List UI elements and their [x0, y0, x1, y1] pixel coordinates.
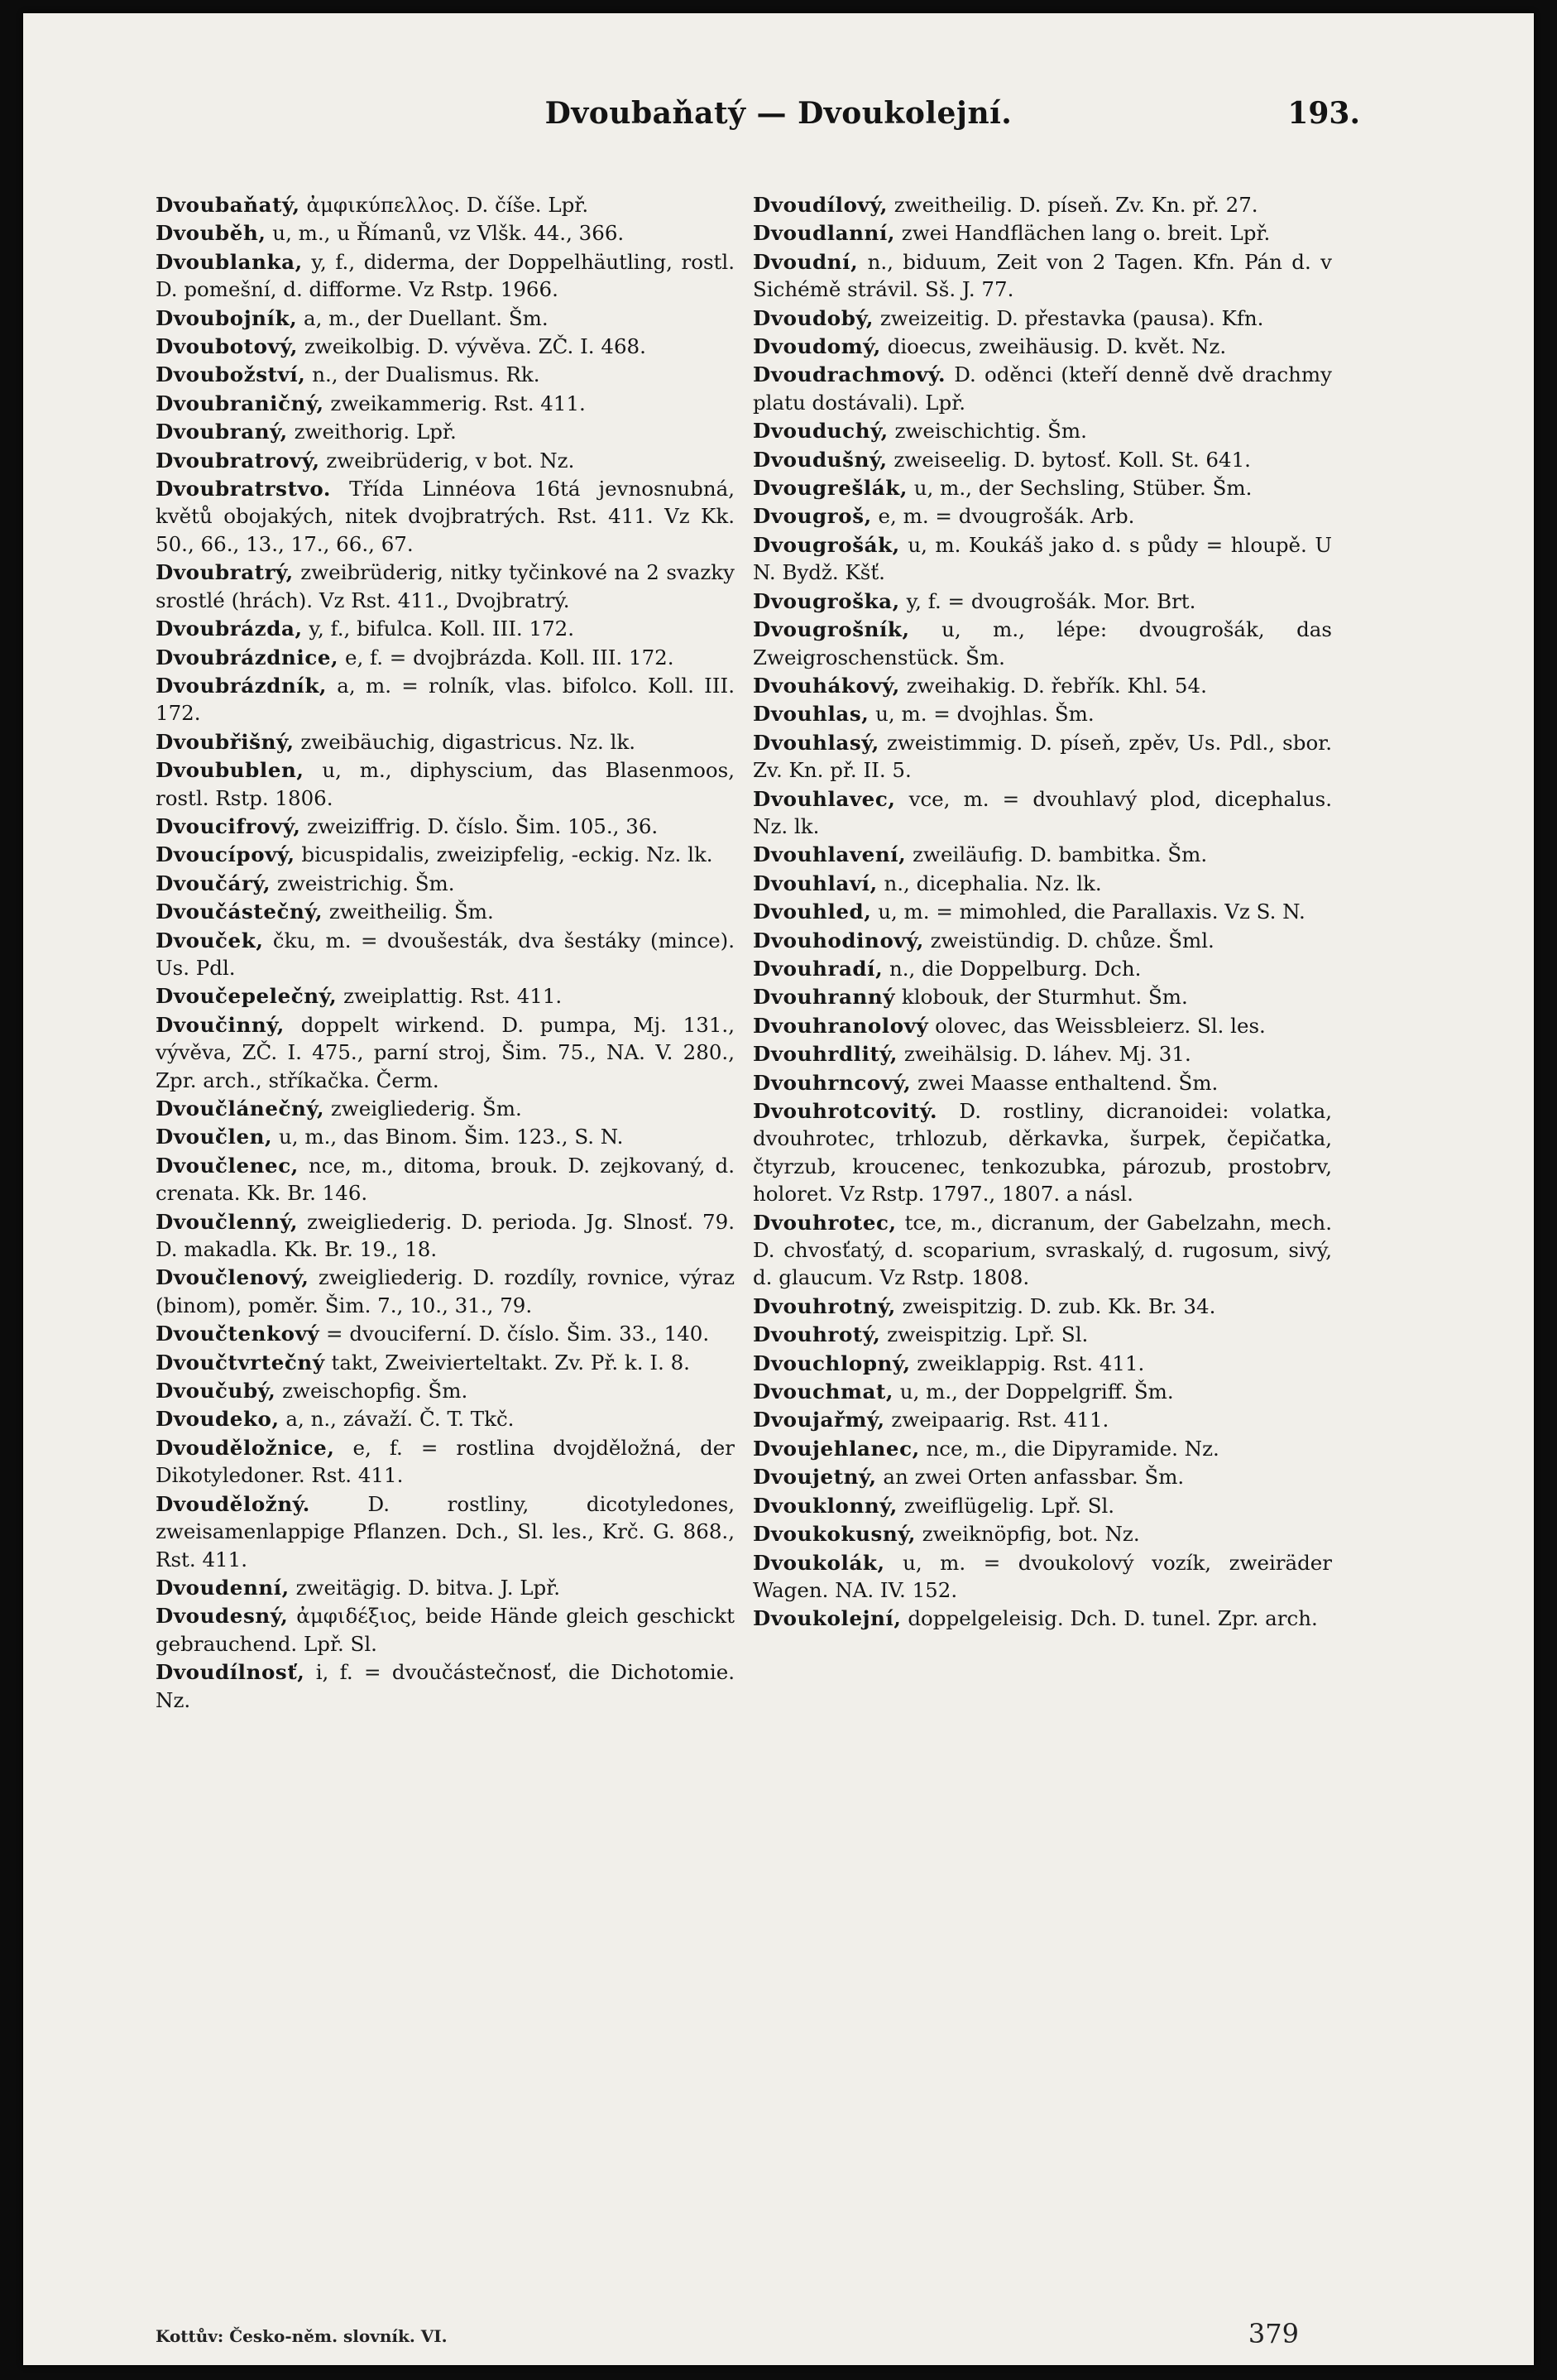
entry-headword: Dvouchlopný,	[753, 1351, 911, 1375]
entry-definition: zweihälsig. D. láhev. Mj. 31.	[898, 1042, 1191, 1067]
entry-headword: Dvoujehlanec,	[753, 1436, 920, 1461]
dictionary-entry	[156, 841, 735, 868]
entry-definition: zweitägig. D. bitva. J. Lpř.	[289, 1575, 561, 1600]
entry-definition: takt, Zweivierteltakt. Zv. Př. k. I. 8.	[324, 1350, 690, 1375]
dictionary-entry	[156, 898, 735, 925]
dictionary-entry	[753, 191, 1332, 218]
entry-headword: Dvouhrotec,	[753, 1210, 897, 1235]
entry-headword: Dvoučárý,	[156, 871, 271, 895]
entry-headword: Dvougroš,	[753, 504, 872, 529]
dictionary-entry	[753, 417, 1332, 444]
dictionary-entry	[156, 1349, 735, 1376]
entry-headword: Dvoudílnosť,	[156, 1660, 305, 1685]
entry-definition: zwei Maasse enthaltend. Šm.	[911, 1070, 1219, 1095]
entry-headword: Dvouhrotný,	[753, 1293, 896, 1318]
dictionary-entry	[156, 1095, 735, 1122]
dictionary-entry	[753, 700, 1332, 727]
entry-definition: zweischichtig. Šm.	[888, 419, 1087, 444]
dictionary-entry	[156, 559, 735, 614]
entry-definition: zweistimmig. D. píseň, zpěv, Us. Pdl., sbor. Zv. Kn. př. II. 5.	[753, 730, 1332, 783]
entry-definition: nce, m., die Dipyramide. Nz.	[919, 1436, 1219, 1461]
entry-headword: Dvoučlen,	[156, 1125, 273, 1149]
entry-headword: Dvougroška,	[753, 588, 900, 613]
dictionary-entry	[753, 531, 1332, 587]
entry-headword: Dvouhlavec,	[753, 786, 896, 811]
entry-definition: zweiflügelig. Lpř. Sl.	[897, 1493, 1115, 1518]
entry-headword: Dvougrošák,	[753, 532, 900, 557]
entry-definition: e, m. = dvougrošák. Arb.	[871, 504, 1135, 529]
entry-definition: n., dicephalia. Nz. lk.	[877, 871, 1102, 895]
dictionary-entry	[156, 756, 735, 812]
entry-definition: zweispitzig. Lpř. Sl.	[880, 1322, 1089, 1347]
dictionary-entry	[156, 813, 735, 840]
entry-headword: Dvoubožství,	[156, 362, 306, 387]
signature-number: 379	[1248, 2318, 1299, 2349]
dictionary-entry	[753, 870, 1332, 897]
dictionary-entry	[156, 927, 735, 982]
dictionary-entry	[156, 982, 735, 1010]
entry-definition: olovec, das Weissbleierz. Sl. les.	[928, 1013, 1266, 1038]
entry-headword: Dvoučubý,	[156, 1379, 276, 1404]
entry-definition: zweigliederig. Šm.	[324, 1096, 522, 1120]
dictionary-entry	[753, 1463, 1332, 1490]
entry-definition: zweistrichig. Šm.	[271, 871, 455, 895]
entry-definition: dioecus, zweihäusig. D. květ. Nz.	[880, 334, 1227, 359]
entry-definition: zweiziffrig. D. číslo. Šim. 105., 36.	[300, 813, 659, 838]
entry-headword: Dvougrešlák,	[753, 476, 908, 501]
entry-headword: Dvouhradí,	[753, 956, 884, 981]
signature-mark: Kottův: Česko-něm. slovník. VI.	[156, 2326, 448, 2346]
entry-definition: zweiläufig. D. bambitka. Šm.	[906, 842, 1208, 867]
entry-definition: zweitheilig. Šm.	[323, 900, 494, 924]
dictionary-entry	[753, 1520, 1332, 1547]
entry-definition: zweibrüderig, nitky tyčinkové na 2 svazky srostlé (hrách). Vz Rst. 411., Dvojbratrý.	[156, 560, 735, 612]
dictionary-entry	[753, 248, 1332, 304]
entry-definition: D. rostliny, dicotyledones, zweisamenlappige Pflanzen. Dch., Sl. les., Krč. G. 868., Rst. 411.	[156, 1491, 735, 1571]
dictionary-entry	[156, 191, 735, 218]
dictionary-entry	[753, 219, 1332, 247]
dictionary-entry	[753, 841, 1332, 868]
entry-headword: Dvouhranný	[753, 985, 896, 1010]
entry-headword: Dvoubrázda,	[156, 617, 303, 641]
entry-definition: zweischopfig. Šm.	[275, 1379, 468, 1404]
dictionary-entry	[156, 1490, 735, 1573]
dictionary-entry	[753, 305, 1332, 332]
entry-definition: D. oděnci (kteří denně dvě drachmy platu dostávali). Lpř.	[753, 362, 1332, 415]
entry-headword: Dvouhlaví,	[753, 871, 878, 895]
dictionary-entry	[156, 1011, 735, 1094]
dictionary-entry	[156, 418, 735, 445]
dictionary-entry	[156, 475, 735, 558]
entry-definition: u, m. = dvoukolový vozík, zweiräder Wagen. NA. IV. 152.	[753, 1550, 1332, 1602]
entry-definition: u, m., lépe: dvougrošák, das Zweigroschenstück. Šm.	[753, 617, 1332, 669]
dictionary-entry	[156, 1123, 735, 1150]
entry-definition: ἀμφικύπελλος. D. číše. Lpř.	[299, 193, 589, 217]
entry-definition: bicuspidalis, zweizipfelig, -eckig. Nz. lk.	[295, 842, 713, 867]
entry-definition: zweigliederig. D. perioda. Jg. Slnosť. 79. D. makadla. Kk. Br. 19., 18.	[156, 1209, 735, 1262]
entry-definition: zweibrüderig, v bot. Nz.	[319, 448, 575, 473]
entry-definition: a, m., der Duellant. Šm.	[297, 305, 549, 330]
entry-headword: Dvoujařmý,	[753, 1408, 885, 1432]
dictionary-entry	[753, 1378, 1332, 1405]
entry-headword: Dvouhlavení,	[753, 842, 907, 867]
entry-headword: Dvoučlenný,	[156, 1209, 299, 1234]
entry-definition: doppelgeleisig. Dch. D. tunel. Zpr. arch.	[901, 1606, 1318, 1631]
entry-definition: zweistündig. D. chůze. Šml.	[923, 928, 1214, 952]
entry-definition: u, m. Koukáš jako d. s půdy = hloupě. U N. Bydž. Kšť.	[753, 532, 1332, 585]
dictionary-entry	[753, 588, 1332, 615]
entry-headword: Dvoucifrový,	[156, 813, 301, 838]
dictionary-entry	[156, 219, 735, 247]
entry-headword: Dvoubraničný,	[156, 391, 324, 415]
dictionary-entry	[753, 474, 1332, 501]
dictionary-entry	[753, 1321, 1332, 1348]
entry-headword: Dvouhlasý,	[753, 730, 879, 755]
entry-headword: Dvouděložný.	[156, 1491, 310, 1516]
dictionary-entry	[753, 1097, 1332, 1208]
dictionary-entry	[156, 361, 735, 388]
entry-definition: tce, m., dicranum, der Gabelzahn, mech. D. chvosťatý, d. scoparium, svraskalý, d. rugosum, sivý, d. glaucum. Vz Rstp. 1808.	[753, 1210, 1332, 1290]
dictionary-entry	[753, 983, 1332, 1010]
entry-definition: zwei Handflächen lang o. breit. Lpř.	[895, 221, 1271, 246]
entry-definition: a, m. = rolník, vlas. bifolco. Koll. III. 172.	[156, 673, 735, 726]
dictionary-entry	[753, 1040, 1332, 1068]
dictionary-entry	[753, 785, 1332, 841]
entry-headword: Dvouchmat,	[753, 1380, 894, 1404]
entry-headword: Dvoukolejní,	[753, 1606, 902, 1631]
entry-definition: y, f., diderma, der Doppelhäutling, rostl. D. pomešní, d. difforme. Vz Rstp. 1966.	[156, 249, 735, 302]
entry-headword: Dvoučlánečný,	[156, 1096, 325, 1120]
entry-headword: Dvoubrázdnice,	[156, 645, 339, 669]
entry-headword: Dvoubotový,	[156, 334, 299, 359]
dictionary-entry	[753, 1350, 1332, 1377]
dictionary-entry	[753, 955, 1332, 982]
dictionary-entry	[156, 1320, 735, 1347]
entry-headword: Dvoubratrový,	[156, 448, 320, 473]
entry-headword: Dvoudrachmový.	[753, 362, 946, 387]
entry-definition: zweigliederig. D. rozdíly, rovnice, výraz (binom), poměr. Šim. 7., 10., 31., 79.	[156, 1265, 735, 1317]
dictionary-columns	[156, 191, 1332, 2285]
entry-headword: Dvouhákový,	[753, 673, 900, 698]
entry-definition: zweikolbig. D. vývěva. ZČ. I. 468.	[298, 334, 646, 359]
dictionary-entry	[156, 305, 735, 332]
entry-headword: Dvoublanka,	[156, 249, 303, 274]
entry-definition: doppelt wirkend. D. pumpa, Mj. 131., vývěva, ZČ. I. 475., parní stroj, Šim. 75., NA. V. 280., Zpr. arch., stříkačka. Čerm.	[156, 1012, 735, 1092]
entry-headword: Dvouhrncový,	[753, 1070, 912, 1095]
entry-headword: Dvoubratrý,	[156, 560, 294, 585]
entry-headword: Dvoudenní,	[156, 1575, 290, 1600]
dictionary-entry	[753, 1293, 1332, 1320]
dictionary-entry	[156, 870, 735, 897]
entry-definition: e, f. = dvojbrázda. Koll. III. 172.	[338, 645, 674, 669]
entry-headword: Dvoudeko,	[156, 1407, 280, 1432]
entry-definition: zweispitzig. D. zub. Kk. Br. 34.	[895, 1293, 1216, 1318]
dictionary-entry	[753, 927, 1332, 954]
dictionary-entry	[753, 672, 1332, 699]
dictionary-entry	[753, 1012, 1332, 1039]
page-header	[23, 96, 1534, 146]
entry-headword: Dvoubraný,	[156, 420, 288, 444]
entry-headword: Dvoučástečný,	[156, 900, 323, 924]
dictionary-entry	[156, 1377, 735, 1404]
entry-definition: u, m., der Doppelgriff. Šm.	[893, 1380, 1174, 1404]
entry-definition: zweizeitig. D. přestavka (pausa). Kfn.	[874, 305, 1264, 330]
entry-definition: čku, m. = dvoušesták, dva šestáky (mince). Us. Pdl.	[156, 928, 735, 980]
entry-definition: nce, m., ditoma, brouk. D. zejkovaný, d. crenata. Kk. Br. 146.	[156, 1153, 735, 1206]
dictionary-entry	[156, 1434, 735, 1490]
entry-headword: Dvouduchý,	[753, 419, 889, 444]
entry-headword: Dvouhlas,	[753, 702, 870, 727]
entry-headword: Dvoučlenec,	[156, 1153, 299, 1178]
page-number: 193.	[1287, 96, 1360, 131]
entry-headword: Dvoukolák,	[753, 1550, 885, 1575]
entry-headword: Dvoudobý,	[753, 305, 874, 330]
dictionary-entry	[156, 644, 735, 671]
entry-headword: Dvoučepelečný,	[156, 984, 338, 1009]
entry-definition: zweihakig. D. řebřík. Khl. 54.	[899, 673, 1207, 698]
dictionary-entry	[753, 502, 1332, 530]
dictionary-entry	[156, 333, 735, 360]
entry-definition: zweithorig. Lpř.	[287, 420, 457, 444]
entry-headword: Dvoujetný,	[753, 1465, 877, 1490]
dictionary-entry	[156, 1602, 735, 1658]
entry-headword: Dvouček,	[156, 928, 264, 952]
entry-definition: u, m., das Binom. Šim. 123., S. N.	[272, 1125, 624, 1149]
dictionary-entry	[753, 446, 1332, 473]
dictionary-entry	[753, 361, 1332, 416]
entry-headword: Dvoukokusný,	[753, 1522, 916, 1547]
dictionary-page	[23, 13, 1534, 2365]
entry-headword: Dvoucípový,	[156, 842, 295, 867]
entry-headword: Dvoubojník,	[156, 305, 298, 330]
entry-definition: u, m., der Sechsling, Stüber. Šm.	[907, 476, 1253, 501]
entry-definition: a, n., závaží. Č. T. Tkč.	[279, 1407, 515, 1432]
entry-headword: Dvouhrdlitý,	[753, 1042, 898, 1067]
dictionary-entry	[156, 672, 735, 727]
entry-headword: Dvoudušný,	[753, 447, 888, 472]
entry-headword: Dvoudní,	[753, 249, 859, 274]
page-footer	[156, 2318, 1332, 2363]
entry-headword: Dvoudílový,	[753, 193, 888, 217]
entry-definition: zweiklappig. Rst. 411.	[910, 1351, 1145, 1375]
entry-definition: ἀμφιδέξιος, beide Hände gleich geschickt gebrauchend. Lpř. Sl.	[156, 1604, 735, 1656]
dictionary-entry	[753, 729, 1332, 785]
dictionary-entry	[753, 1209, 1332, 1292]
entry-definition: klobouk, der Sturmhut. Šm.	[895, 985, 1188, 1010]
entry-headword: Dvouhrotcovitý.	[753, 1099, 938, 1123]
entry-headword: Dvouhodinový,	[753, 928, 924, 952]
entry-definition: u, m., u Římanů, vz Vlšk. 44., 366.	[266, 221, 625, 246]
entry-headword: Dvoubřišný,	[156, 729, 295, 754]
right-column	[753, 191, 1332, 2285]
entry-definition: u, m. = dvojhlas. Šm.	[869, 702, 1095, 727]
entry-headword: Dvouběh,	[156, 221, 266, 246]
dictionary-entry	[753, 616, 1332, 671]
dictionary-entry	[156, 1208, 735, 1264]
entry-headword: Dvoučinný,	[156, 1012, 285, 1037]
entry-definition: zweiseelig. D. bytosť. Koll. St. 641.	[887, 447, 1251, 472]
entry-definition: i, f. = dvoučástečnosť, die Dichotomie. Nz.	[156, 1660, 735, 1712]
dictionary-entry	[156, 390, 735, 417]
entry-headword: Dvoubublen,	[156, 758, 304, 783]
running-head: Dvoubaňatý — Dvoukolejní.	[544, 96, 1013, 131]
entry-headword: Dvoučtenkový	[156, 1322, 320, 1346]
entry-definition: n., der Dualismus. Rk.	[305, 362, 540, 387]
entry-headword: Dvoudomý,	[753, 334, 881, 359]
entry-definition: zweiknöpfig, bot. Nz.	[915, 1522, 1140, 1547]
dictionary-entry	[753, 1605, 1332, 1632]
entry-headword: Dvoubaňatý,	[156, 193, 300, 217]
dictionary-entry	[753, 1549, 1332, 1605]
entry-definition: n., biduum, Zeit von 2 Tagen. Kfn. Pán d. v Sichémě strávil. Sš. J. 77.	[753, 249, 1332, 302]
entry-definition: an zwei Orten anfassbar. Šm.	[876, 1465, 1185, 1490]
entry-definition: u, m., diphyscium, das Blasenmoos, rostl. Rstp. 1806.	[156, 758, 735, 810]
entry-definition: zweibäuchig, digastricus. Nz. lk.	[294, 729, 636, 754]
entry-definition: zweikammerig. Rst. 411.	[323, 391, 586, 415]
entry-headword: Dvoudesný,	[156, 1604, 289, 1629]
dictionary-entry	[156, 615, 735, 642]
entry-definition: zweitheilig. D. píseň. Zv. Kn. př. 27.	[887, 193, 1258, 217]
entry-headword: Dvoučtvrtečný	[156, 1350, 325, 1375]
dictionary-entry	[156, 1405, 735, 1432]
entry-headword: Dvouhled,	[753, 900, 872, 924]
dictionary-entry	[753, 1492, 1332, 1519]
dictionary-entry	[156, 1152, 735, 1207]
dictionary-entry	[156, 728, 735, 756]
entry-definition: = dvouciferní. D. číslo. Šim. 33., 140.	[319, 1322, 710, 1346]
entry-definition: y, f. = dvougrošák. Mor. Brt.	[899, 588, 1196, 613]
entry-definition: u, m. = mimohled, die Parallaxis. Vz S. N.	[871, 900, 1305, 924]
entry-definition: Třída Linnéova 16tá jevnosnubná, květů obojakých, nitek dvojbratrých. Rst. 411. Vz Kk. 50., 66., 13., 17., 66., 67.	[156, 477, 735, 556]
entry-headword: Dvouhrotý,	[753, 1322, 881, 1347]
entry-definition: vce, m. = dvouhlavý plod, dicephalus. Nz. lk.	[753, 786, 1332, 838]
entry-headword: Dvouděložnice,	[156, 1435, 335, 1460]
dictionary-entry	[753, 898, 1332, 925]
dictionary-entry	[156, 248, 735, 304]
dictionary-entry	[156, 1574, 735, 1601]
entry-definition: y, f., bifulca. Koll. III. 172.	[302, 617, 575, 641]
entry-definition: zweiplattig. Rst. 411.	[337, 984, 563, 1009]
entry-definition: n., die Doppelburg. Dch.	[883, 956, 1142, 981]
entry-headword: Dvouhranolový	[753, 1013, 929, 1038]
entry-headword: Dvoubrázdník,	[156, 673, 328, 698]
dictionary-entry	[753, 1406, 1332, 1433]
entry-headword: Dvouklonný,	[753, 1493, 898, 1518]
dictionary-entry	[156, 1264, 735, 1319]
entry-headword: Dvoučlenový,	[156, 1265, 309, 1290]
dictionary-entry	[156, 1658, 735, 1714]
dictionary-entry	[753, 1069, 1332, 1096]
entry-headword: Dvoubratrstvo.	[156, 477, 331, 501]
dictionary-entry	[156, 447, 735, 474]
dictionary-entry	[753, 333, 1332, 360]
entry-definition: e, f. = rostlina dvojděložná, der Dikotyledoner. Rst. 411.	[156, 1435, 735, 1488]
entry-definition: D. rostliny, dicranoidei: volatka, dvouhrotec, trhlozub, děrkavka, šurpek, čepičatka, čtyrzub, kroucenec, tenkozubka, pározub, prostobrv, holoret. Vz Rstp. 1797., 1807. a násl.	[753, 1099, 1332, 1207]
entry-definition: zweipaarig. Rst. 411.	[884, 1408, 1109, 1432]
left-column	[156, 191, 735, 2285]
entry-headword: Dvoudlanní,	[753, 221, 896, 246]
entry-headword: Dvougrošník,	[753, 617, 910, 642]
dictionary-entry	[753, 1435, 1332, 1462]
